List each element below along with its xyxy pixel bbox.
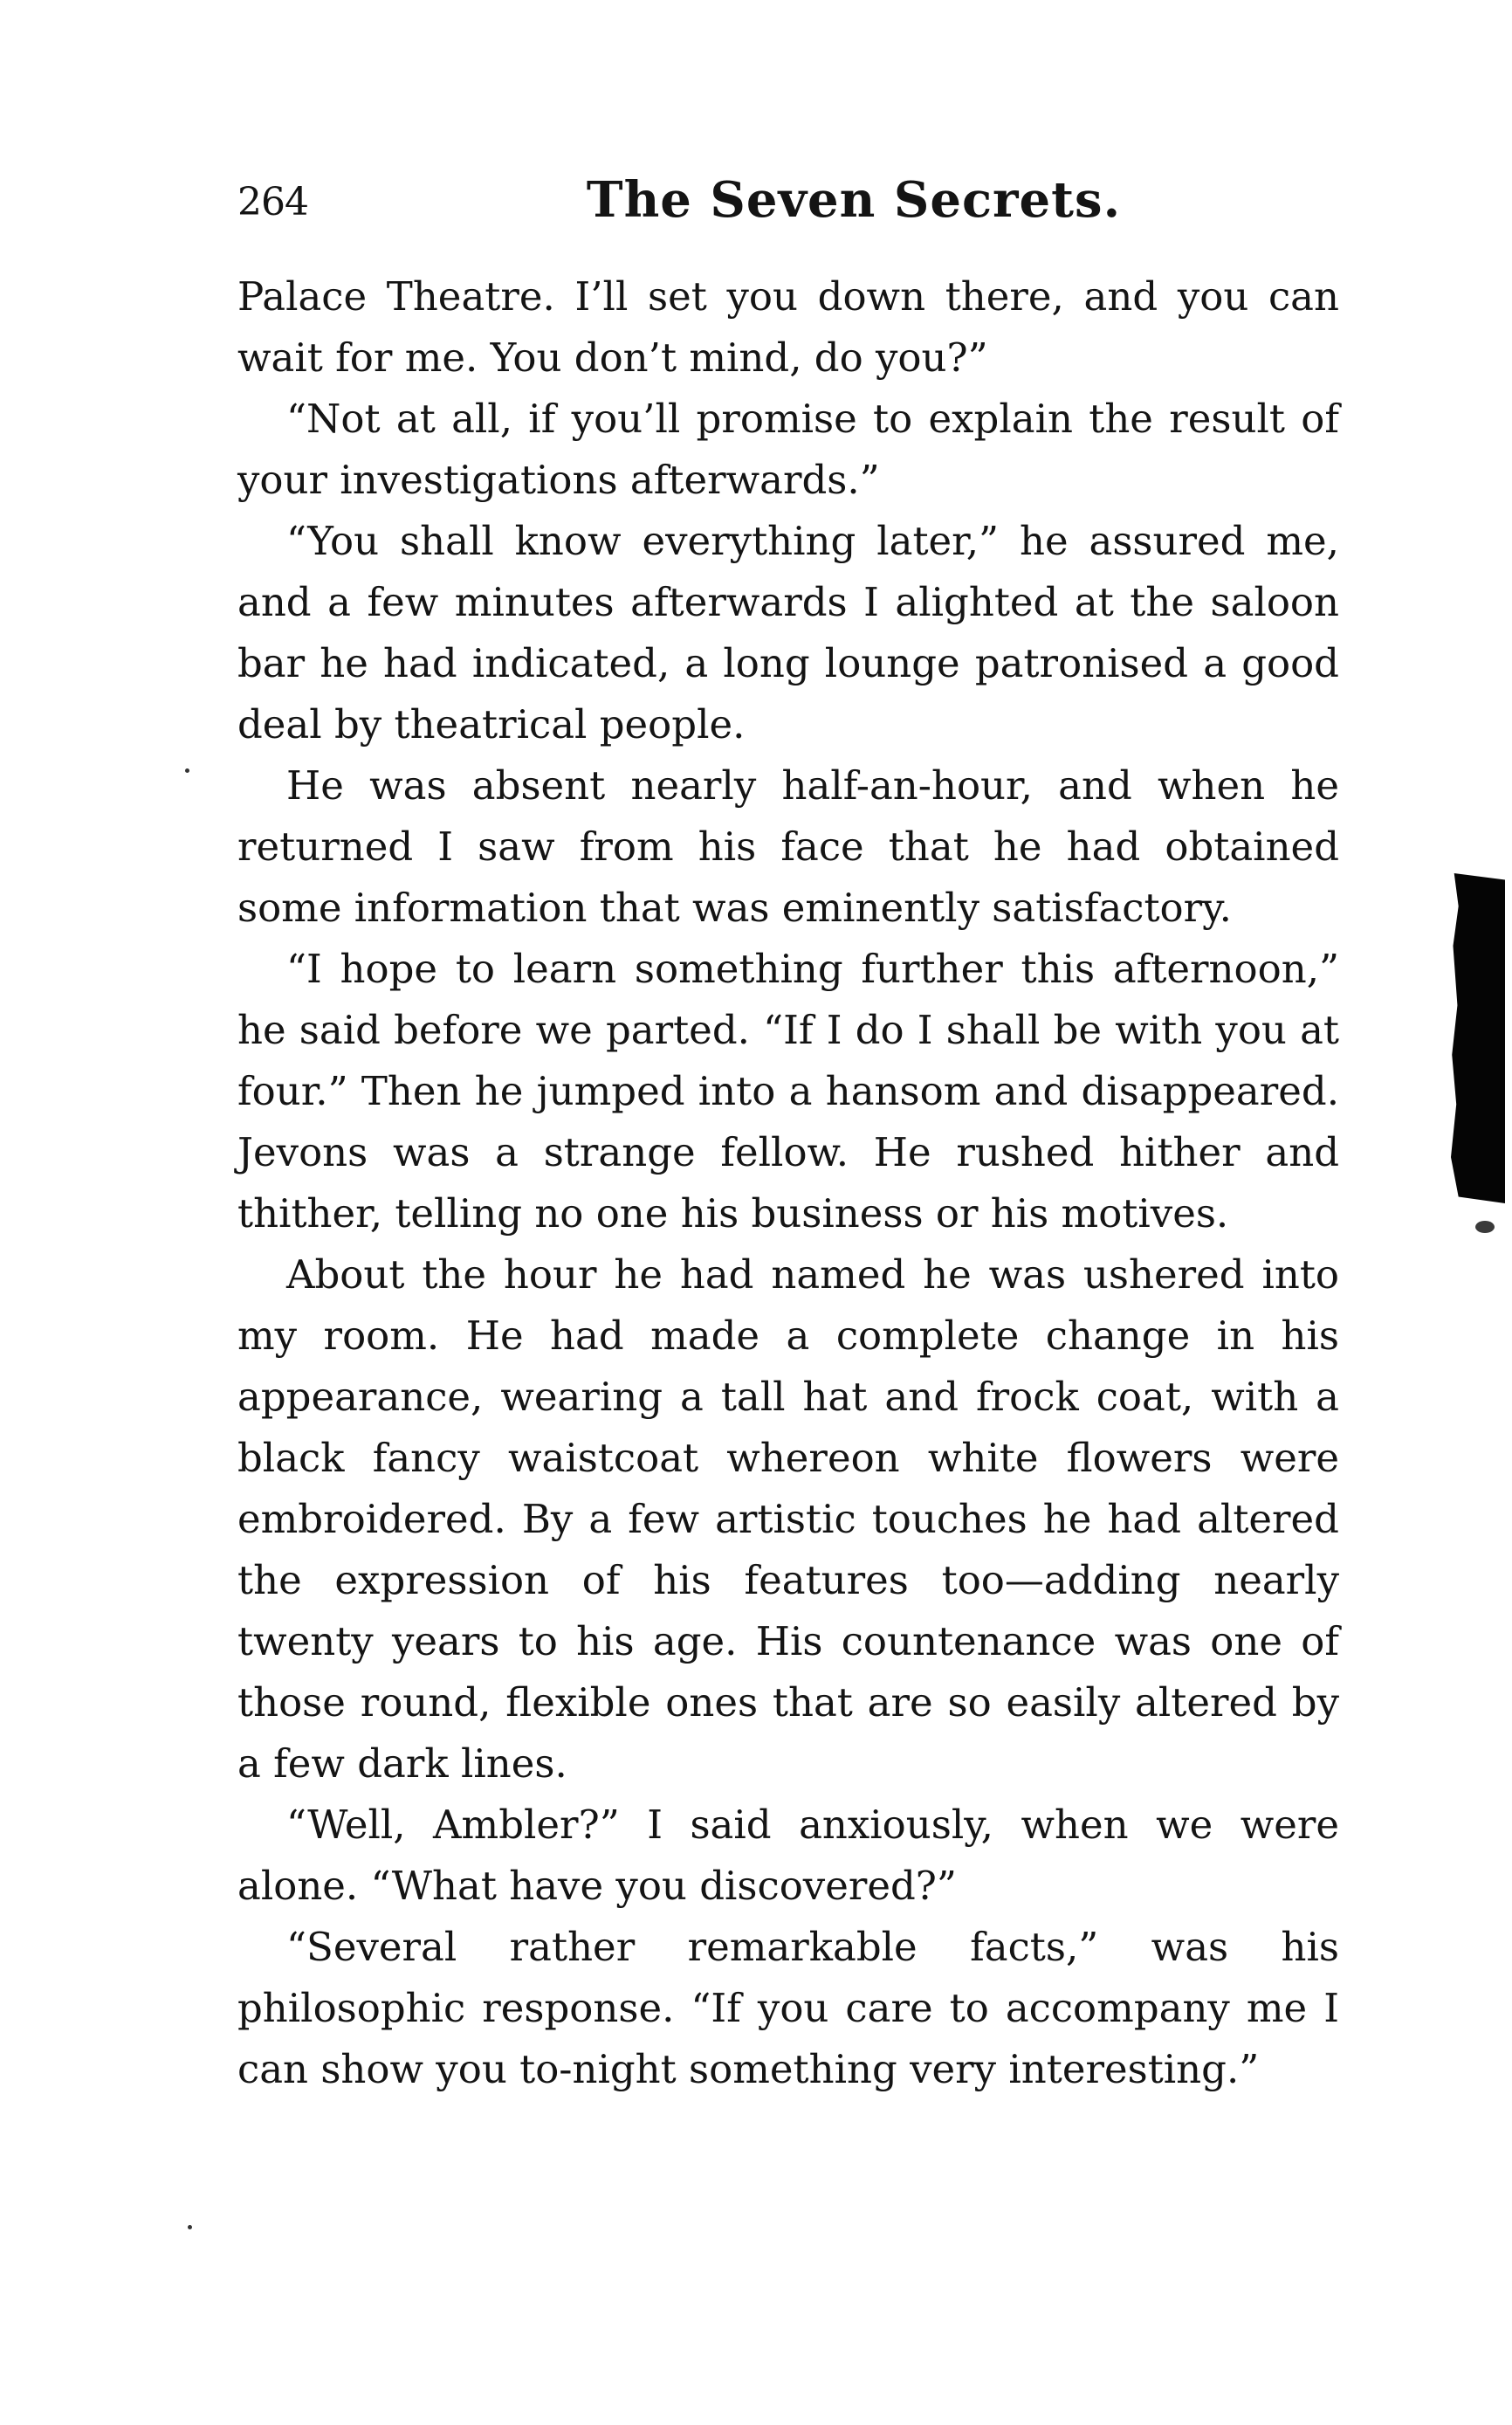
paragraph: “I hope to learn something further this afternoon,” he said before we parted. “If I do I shall be with you at four.” Then he jumped into a hansom and disappeared. Jevons was a strange fellow. He rushed hither and thither, telling no one his business or his motives. — [237, 946, 1339, 1237]
book-title: The Seven Secrets. — [586, 171, 1122, 229]
body-text — [237, 266, 1339, 2100]
paragraph: “You shall know everything later,” he assured me, and a few minutes afterwards I alighted at the saloon bar he had indicated, a long lounge patronised a good deal by theatrical people. — [237, 518, 1339, 747]
paragraph: About the hour he had named he was ushered into my room. He had made a complete change in his appearance, wearing a tall hat and frock coat, with a black fancy waistcoat whereon white flowers were embroidered. By a few artistic touches he had altered the expression of his features too—adding nearly twenty years to his age. His countenance was one of those round, flexible ones that are so easily altered by a few dark lines. — [237, 1251, 1339, 1787]
paragraph: “Several rather remarkable facts,” was his philosophic response. “If you care to accompany me I can show you to-night something very interesting.” — [237, 1924, 1339, 2092]
paragraph: Palace Theatre. I’ll set you down there, and you can wait for me. You don’t mind, do you?” — [237, 273, 1339, 381]
paragraph: He was absent nearly half-an-hour, and when he returned I saw from his face that he had obtained some information that was eminently satisfactory. — [237, 762, 1339, 931]
paragraph: “Well, Ambler?” I said anxiously, when we were alone. “What have you discovered?” — [237, 1802, 1339, 1909]
scan-speck — [185, 768, 189, 773]
page-number: 264 — [237, 180, 308, 224]
running-head — [237, 171, 1339, 241]
paragraph: “Not at all, if you’ll promise to explain the result of your investigations afterwards.” — [237, 396, 1339, 503]
scan-edge-mark — [1475, 1221, 1495, 1233]
scan-speck — [188, 2225, 192, 2229]
scan-edge-shadow — [1451, 873, 1505, 1203]
